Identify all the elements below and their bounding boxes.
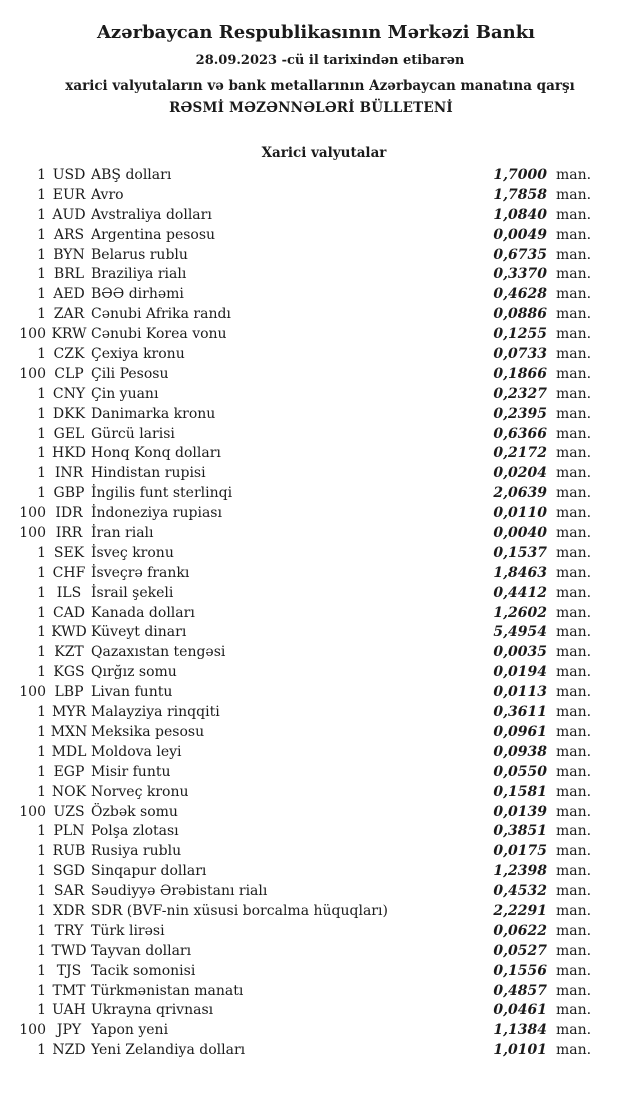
currency-name: Səudiyyə Ərəbistanı rialı (91, 883, 268, 900)
exchange-rate: 0,4628 (493, 286, 547, 303)
table-row (0, 166, 620, 186)
exchange-rate: 0,1537 (493, 544, 547, 561)
table-row (0, 345, 620, 365)
currency-name: Braziliya rialı (91, 266, 187, 283)
exchange-rate: 2,2291 (493, 902, 547, 919)
exchange-rate: 1,7858 (493, 186, 547, 203)
quantity: 1 (37, 445, 46, 462)
quantity: 100 (19, 525, 46, 542)
quantity: 1 (37, 624, 46, 641)
unit-label: man. (556, 743, 592, 760)
table-row (0, 862, 620, 882)
quantity: 1 (37, 902, 46, 919)
table-row (0, 444, 620, 464)
table-row (0, 822, 620, 842)
unit-label: man. (556, 723, 592, 740)
currency-code: INR (54, 465, 84, 482)
exchange-rate: 1,2602 (493, 604, 547, 621)
quantity: 1 (37, 186, 46, 203)
rates-table (0, 166, 620, 1061)
table-row (0, 186, 620, 206)
exchange-rate: 1,2398 (493, 863, 547, 880)
currency-name: Kanada dolları (91, 604, 195, 621)
unit-label: man. (556, 803, 592, 820)
table-row (0, 703, 620, 723)
currency-name: Livan funtu (91, 684, 173, 701)
currency-name: Danimarka kronu (91, 405, 216, 422)
unit-label: man. (556, 286, 592, 303)
unit-label: man. (556, 326, 592, 343)
table-row (0, 1041, 620, 1061)
quantity: 1 (37, 346, 46, 363)
quantity: 1 (37, 982, 46, 999)
exchange-rate: 0,0139 (493, 803, 547, 820)
quantity: 100 (19, 803, 46, 820)
currency-name: Qırğız somu (91, 664, 177, 681)
unit-label: man. (556, 167, 592, 183)
exchange-rate: 0,1556 (493, 962, 547, 979)
unit-label: man. (556, 226, 592, 243)
currency-name: Ukrayna qrivnası (91, 1002, 214, 1019)
unit-label: man. (556, 584, 592, 601)
currency-name: Türkmənistan manatı (91, 982, 244, 999)
quantity: 100 (19, 365, 46, 382)
unit-label: man. (556, 564, 592, 581)
quantity: 1 (37, 883, 46, 900)
unit-label: man. (556, 624, 592, 641)
table-row (0, 405, 620, 425)
quantity: 1 (37, 783, 46, 800)
table-row (0, 385, 620, 405)
unit-label: man. (556, 525, 592, 542)
unit-label: man. (556, 465, 592, 482)
table-row (0, 763, 620, 783)
exchange-rate: 0,4412 (493, 584, 547, 601)
quantity: 1 (37, 465, 46, 482)
unit-label: man. (556, 684, 592, 701)
currency-code: CNY (52, 385, 86, 402)
table-row (0, 643, 620, 663)
unit-label: man. (556, 1022, 592, 1039)
quantity: 1 (37, 584, 46, 601)
quantity: 1 (37, 763, 46, 780)
currency-code: HKD (52, 445, 86, 462)
currency-code: SEK (53, 544, 85, 561)
currency-name: Argentina pesosu (91, 226, 216, 243)
quantity: 1 (37, 723, 46, 740)
currency-name: Honq Konq dolları (91, 445, 221, 462)
currency-code: UAH (52, 1002, 86, 1019)
table-row (0, 803, 620, 823)
bulletin-page (0, 21, 620, 1116)
exchange-rate: 1,0101 (493, 1042, 547, 1059)
currency-name: Cənubi Korea vonu (91, 326, 227, 343)
unit-label: man. (556, 246, 592, 263)
table-row (0, 544, 620, 564)
currency-name: Cənubi Afrika randı (91, 306, 231, 323)
currency-code: SGD (53, 863, 85, 880)
unit-label: man. (556, 604, 592, 621)
currency-code: KRW (51, 326, 87, 343)
currency-name: Meksika pesosu (91, 723, 205, 740)
currency-code: TJS (56, 962, 82, 979)
currency-code: EGP (53, 763, 85, 780)
quantity: 1 (37, 385, 46, 402)
exchange-rate: 0,0550 (493, 763, 547, 780)
currency-code: XDR (53, 902, 85, 919)
currency-code: ZAR (53, 306, 85, 323)
exchange-rate: 0,0461 (493, 1002, 547, 1019)
unit-label: man. (556, 405, 592, 422)
currency-code: GBP (53, 485, 85, 502)
currency-code: RUB (52, 843, 86, 860)
unit-label: man. (556, 883, 592, 900)
exchange-rate: 0,0733 (493, 346, 547, 363)
currency-code: EUR (52, 186, 86, 203)
currency-name: Moldova leyi (91, 743, 182, 760)
table-row (0, 285, 620, 305)
currency-name: Türk lirəsi (91, 922, 165, 939)
table-row (0, 842, 620, 862)
currency-code: ARS (53, 226, 85, 243)
currency-code: MYR (51, 704, 87, 721)
exchange-rate: 0,0194 (493, 664, 547, 681)
currency-code: NZD (52, 1042, 86, 1059)
exchange-rate: 0,0040 (493, 525, 547, 542)
table-row (0, 1021, 620, 1041)
currency-name: Hindistan rupisi (91, 465, 206, 482)
exchange-rate: 0,4857 (493, 982, 547, 999)
currency-name: Özbək somu (91, 803, 178, 820)
table-row (0, 902, 620, 922)
currency-name: Çexiya kronu (91, 346, 185, 363)
currency-code: DKK (52, 405, 86, 422)
currency-name: Çili Pesosu (91, 365, 169, 382)
subtitle-line: xarici valyutaların və bank metallarının Azərbaycan manatına qarşı (65, 78, 575, 94)
currency-code: IDR (55, 505, 83, 522)
currency-code: IRR (55, 525, 83, 542)
currency-name: Tacik somonisi (91, 962, 196, 979)
currency-name: Sinqapur dolları (91, 863, 207, 880)
quantity: 100 (19, 505, 46, 522)
currency-name: Misir funtu (91, 763, 171, 780)
currency-name: ABŞ dolları (91, 167, 172, 183)
table-row (0, 464, 620, 484)
table-row (0, 564, 620, 584)
table-row (0, 305, 620, 325)
unit-label: man. (556, 1042, 592, 1059)
currency-name: İsrail şekeli (91, 584, 174, 601)
currency-code: CLP (54, 365, 84, 382)
exchange-rate: 1,0840 (493, 206, 547, 223)
quantity: 1 (37, 704, 46, 721)
unit-label: man. (556, 186, 592, 203)
exchange-rate: 0,2395 (493, 405, 547, 422)
exchange-rate: 0,1581 (493, 783, 547, 800)
exchange-rate: 2,0639 (493, 485, 547, 502)
table-row (0, 246, 620, 266)
quantity: 1 (37, 425, 46, 442)
exchange-rate: 0,0622 (493, 922, 547, 939)
quantity: 1 (37, 544, 46, 561)
currency-code: ILS (56, 584, 82, 601)
currency-name: İran rialı (91, 525, 154, 542)
quantity: 1 (37, 644, 46, 661)
quantity: 1 (37, 922, 46, 939)
quantity: 1 (37, 485, 46, 502)
currency-code: KZT (54, 644, 84, 661)
unit-label: man. (556, 982, 592, 999)
currency-code: PLN (53, 823, 85, 840)
unit-label: man. (556, 505, 592, 522)
exchange-rate: 0,3611 (493, 704, 547, 721)
currency-code: AED (53, 286, 85, 303)
quantity: 1 (37, 405, 46, 422)
currency-name: Malayziya rinqqiti (91, 704, 220, 721)
currency-code: CZK (53, 346, 85, 363)
exchange-rate: 0,2327 (493, 385, 547, 402)
exchange-rate: 0,1866 (493, 365, 547, 382)
exchange-rate: 1,8463 (493, 564, 547, 581)
currency-name: Tayvan dolları (91, 942, 192, 959)
unit-label: man. (556, 843, 592, 860)
table-row (0, 206, 620, 226)
exchange-rate: 0,6366 (493, 425, 547, 442)
quantity: 100 (19, 1022, 46, 1039)
quantity: 100 (19, 326, 46, 343)
currency-name: Rusiya rublu (91, 843, 182, 860)
currency-name: Gürcü larisi (91, 425, 175, 442)
unit-label: man. (556, 922, 592, 939)
unit-label: man. (556, 962, 592, 979)
table-row (0, 226, 620, 246)
quantity: 1 (37, 266, 46, 283)
exchange-rate: 0,6735 (493, 246, 547, 263)
quantity: 1 (37, 167, 46, 183)
unit-label: man. (556, 763, 592, 780)
quantity: 1 (37, 664, 46, 681)
exchange-rate: 0,2172 (493, 445, 547, 462)
table-row (0, 604, 620, 624)
quantity: 1 (37, 743, 46, 760)
unit-label: man. (556, 365, 592, 382)
unit-label: man. (556, 644, 592, 661)
exchange-rate: 0,0049 (493, 226, 547, 243)
bulletin-title: RƏSMİ MƏZƏNNƏLƏRİ BÜLLETENİ (169, 100, 453, 116)
exchange-rate: 0,3851 (493, 823, 547, 840)
effective-date-line: 28.09.2023 -cü il tarixindən etibarən (195, 53, 465, 68)
currency-code: LBP (54, 684, 84, 701)
table-row (0, 524, 620, 544)
currency-name: İsveçrə frankı (91, 564, 190, 581)
exchange-rate: 0,0113 (493, 684, 547, 701)
quantity: 1 (37, 962, 46, 979)
table-row (0, 325, 620, 345)
currency-name: İngilis funt sterlinqi (91, 485, 233, 502)
currency-name: Polşa zlotası (91, 823, 179, 840)
table-row (0, 982, 620, 1002)
unit-label: man. (556, 823, 592, 840)
exchange-rate: 0,0035 (493, 644, 547, 661)
exchange-rate: 1,1384 (493, 1022, 547, 1039)
exchange-rate: 0,3370 (493, 266, 547, 283)
quantity: 1 (37, 246, 46, 263)
currency-name: Yapon yeni (91, 1022, 169, 1039)
table-row (0, 1001, 620, 1021)
currency-name: Avstraliya dolları (91, 206, 212, 223)
table-row (0, 882, 620, 902)
unit-label: man. (556, 544, 592, 561)
currency-code: CAD (52, 604, 86, 621)
exchange-rate: 1,7000 (493, 167, 547, 183)
quantity: 1 (37, 604, 46, 621)
currency-name: Qazaxıstan tengəsi (91, 644, 226, 661)
currency-name: Çin yuanı (91, 385, 159, 402)
unit-label: man. (556, 306, 592, 323)
currency-code: JPY (56, 1022, 82, 1039)
unit-label: man. (556, 266, 592, 283)
table-row (0, 484, 620, 504)
unit-label: man. (556, 445, 592, 462)
table-row (0, 584, 620, 604)
quantity: 1 (37, 843, 46, 860)
quantity: 1 (37, 823, 46, 840)
quantity: 1 (37, 226, 46, 243)
exchange-rate: 0,0527 (493, 942, 547, 959)
exchange-rate: 0,0110 (493, 505, 547, 522)
currency-code: UZS (53, 803, 85, 820)
unit-label: man. (556, 425, 592, 442)
quantity: 1 (37, 286, 46, 303)
currency-code: SAR (53, 883, 85, 900)
currency-name: Belarus rublu (91, 246, 188, 263)
currency-name: BƏƏ dirhəmi (91, 286, 184, 303)
unit-label: man. (556, 902, 592, 919)
quantity: 100 (19, 684, 46, 701)
quantity: 1 (37, 564, 46, 581)
unit-label: man. (556, 385, 592, 402)
currency-code: BRL (53, 266, 85, 283)
section-title-foreign-currencies: Xarici valyutalar (261, 145, 387, 161)
currency-name: Avro (91, 186, 124, 203)
table-row (0, 365, 620, 385)
currency-code: MXN (50, 723, 88, 740)
currency-code: AUD (52, 206, 86, 223)
currency-name: SDR (BVF-nin xüsusi borcalma hüquqları) (91, 902, 388, 919)
table-row (0, 425, 620, 445)
exchange-rate: 0,0886 (493, 306, 547, 323)
currency-code: TRY (54, 922, 84, 939)
exchange-rate: 0,4532 (493, 883, 547, 900)
unit-label: man. (556, 346, 592, 363)
currency-name: İsveç kronu (91, 544, 174, 561)
exchange-rate: 0,0175 (493, 843, 547, 860)
exchange-rate: 0,0961 (493, 723, 547, 740)
table-row (0, 942, 620, 962)
table-row (0, 623, 620, 643)
table-row (0, 683, 620, 703)
quantity: 1 (37, 1042, 46, 1059)
currency-code: MDL (51, 743, 87, 760)
table-row (0, 962, 620, 982)
table-row (0, 783, 620, 803)
unit-label: man. (556, 485, 592, 502)
exchange-rate: 0,0938 (493, 743, 547, 760)
table-row (0, 663, 620, 683)
currency-name: Küveyt dinarı (91, 624, 187, 641)
currency-code: TMT (52, 982, 86, 999)
unit-label: man. (556, 206, 592, 223)
unit-label: man. (556, 704, 592, 721)
bank-title: Azərbaycan Respublikasının Mərkəzi Bankı (96, 22, 536, 43)
unit-label: man. (556, 664, 592, 681)
table-row (0, 922, 620, 942)
exchange-rate: 0,0204 (493, 465, 547, 482)
quantity: 1 (37, 206, 46, 223)
currency-code: GEL (53, 425, 85, 442)
currency-name: İndoneziya rupiası (91, 505, 222, 522)
currency-code: CHF (52, 564, 86, 581)
table-row (0, 265, 620, 285)
unit-label: man. (556, 1002, 592, 1019)
table-row (0, 743, 620, 763)
currency-code: TWD (51, 942, 87, 959)
unit-label: man. (556, 783, 592, 800)
quantity: 1 (37, 1002, 46, 1019)
quantity: 1 (37, 306, 46, 323)
currency-code: KWD (51, 624, 87, 641)
exchange-rate: 5,4954 (493, 624, 547, 641)
table-row (0, 504, 620, 524)
currency-code: USD (52, 167, 86, 183)
unit-label: man. (556, 863, 592, 880)
unit-label: man. (556, 942, 592, 959)
currency-name: Norveç kronu (91, 783, 189, 800)
currency-code: NOK (51, 783, 87, 800)
quantity: 1 (37, 863, 46, 880)
exchange-rate: 0,1255 (493, 326, 547, 343)
currency-code: BYN (53, 246, 85, 263)
table-row (0, 723, 620, 743)
currency-name: Yeni Zelandiya dolları (91, 1042, 246, 1059)
quantity: 1 (37, 942, 46, 959)
currency-code: KGS (53, 664, 85, 681)
